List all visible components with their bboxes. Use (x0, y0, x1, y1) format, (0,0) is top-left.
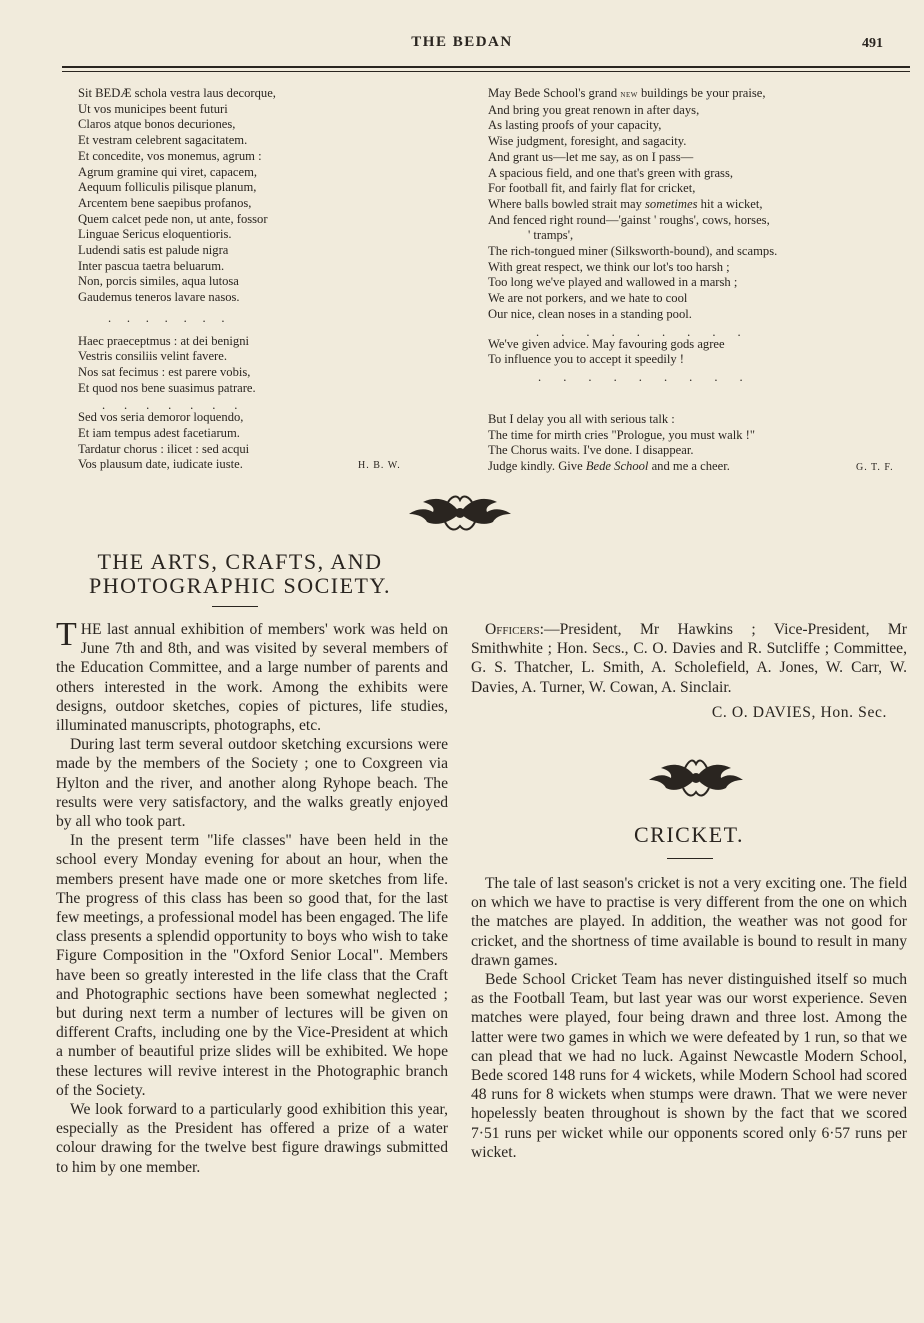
lead-word: HE (80, 621, 102, 638)
poem-line: Non, porcis similes, aqua lutosa (78, 274, 239, 289)
poem-line: Et iam tempus adest facetiarum. (78, 426, 240, 441)
english-poem (488, 86, 908, 475)
poem-line: Gaudemus teneros lavare nasos. (78, 290, 240, 305)
poem-line: And bring you great renown in after days, (488, 102, 700, 117)
poem-signature: H. B. W. (358, 460, 401, 472)
fleuron-ornament-icon (405, 492, 515, 534)
cricket-text (471, 874, 907, 1162)
poem-line: Et quod nos bene suasimus patrare. (78, 380, 256, 395)
arts-society-text (56, 616, 448, 1177)
poem-line: Sed vos seria demoror loquendo, (78, 410, 244, 425)
poem-line (488, 197, 908, 213)
poem-line: Sit BEDÆ schola vestra laus decorque, (78, 86, 276, 100)
english-stanza-3 (488, 412, 908, 475)
drop-cap: T (56, 616, 77, 653)
title-rule (212, 606, 258, 607)
poem-text: and me a cheer. (648, 459, 730, 474)
poem-text-smallcaps: new (620, 89, 638, 100)
poem-text: hit a wicket, (697, 196, 763, 211)
poem-line: Agrum gramine qui viret, capacem, (78, 164, 258, 179)
poem-line: Wise judgment, foresight, and sagacity. (488, 134, 687, 149)
section-title-line: PHOTOGRAPHIC SOCIETY. (88, 573, 392, 598)
poem-line: To influence you to accept it speedily ! (488, 352, 685, 367)
poem-line: Ut vos municipes beent futuri (78, 101, 228, 116)
secretary-signoff: C. O. DAVIES, Hon. Sec. (711, 703, 887, 721)
poem-line: Vestris consiliis velint favere. (78, 349, 227, 364)
section-title-line: THE ARTS, CRAFTS, AND (97, 549, 383, 574)
poem-line: Nos sat fecimus : est parere vobis, (78, 364, 251, 379)
latin-stanza-2 (78, 334, 438, 397)
poem-line: We are not porkers, and we hate to cool (488, 291, 688, 306)
poem-line: Arcentem bene saepibus profanos, (78, 195, 252, 210)
poem-line: As lasting proofs of your capacity, (488, 118, 662, 133)
latin-stanza-3 (78, 410, 438, 473)
paragraph (56, 616, 448, 735)
paragraph: During last term several outdoor sketching excursions were made by the members of the Society ; one to Coxgreen via Hylton and the river, and another along Ryhope beach. The results were very satisfactory, and the walks greatly enjoyed by all who took part. (56, 736, 448, 831)
poem-line-signed (488, 459, 908, 475)
poem-line (488, 86, 908, 103)
paragraph: The tale of last season's cricket is not a very exciting one. The field on which we have to practise is very different from the one on which the matches are played. In addition, the weather was not good for cricket, and the shortness of time available is bound to result in many drawn games. (471, 875, 907, 969)
poem-line: The time for mirth cries "Prologue, you must walk !" (488, 427, 756, 442)
header-rule-thin (62, 71, 910, 72)
poem-line: Haec praeceptmus : at dei benigni (78, 333, 249, 348)
latin-stanza-1 (78, 86, 438, 306)
poem-line: With great respect, we think our lot's too harsh ; (488, 259, 730, 274)
paragraph (471, 620, 907, 697)
poem-line: We've given advice. May favouring gods agree (488, 336, 725, 351)
poem-line: Ludendi satis est palude nigra (78, 243, 229, 258)
poem-text-italic: Bede School (585, 459, 649, 474)
header-rule (62, 66, 910, 68)
paragraph: We look forward to a particularly good exhibition this year, especially as the President has offered a prize of a water colour drawing for the twelve best figure drawings submitted to him by one member. (56, 1101, 448, 1176)
poem-line: Aequum folliculis pilisque planum, (78, 180, 257, 195)
paragraph: Bede School Cricket Team has never distinguished itself so much as the Football Team, but last year was our worst experience. Seven matches were played, four being drawn and three lost. Among the latter were two games in which we were defeated by 1 run, so that we can plead that we had no luck. Against Newcastle Modern School, Bede scored 148 runs for 4 wickets, while Modern School had scored 48 runs for 8 wickets when stumps were drawn. That we were never hopelessly beaten throughout is shown by the fact that we scored 7·51 runs per wicket while our opponents scored only 6·57 runs per wicket. (471, 971, 907, 1161)
poem-line: Inter pascua taetra beluarum. (78, 258, 225, 273)
poem-line: Tardatur chorus : ilicet : sed acqui (78, 441, 250, 456)
poem-line: And fenced right round—'gainst ' roughs', cows, horses, (488, 212, 770, 227)
page-number: 491 (862, 36, 883, 51)
english-stanza-1 (488, 86, 908, 323)
poem-line: The Chorus waits. I've done. I disappear. (488, 443, 694, 458)
poem-line: ' tramps', (528, 228, 574, 243)
running-header-title: THE BEDAN (411, 34, 513, 50)
arts-society-officers (471, 620, 907, 722)
poem-line-signed (78, 457, 438, 473)
poem-line: The rich-tongued miner (Silksworth-bound), and scamps. (488, 244, 778, 259)
ellipsis-divider: . . . . . . . . . (536, 324, 741, 339)
fleuron-ornament-icon (647, 756, 745, 800)
ellipsis-divider: . . . . . . . . . (538, 369, 743, 384)
paragraph-text: last annual exhibition of members' work was held on June 7th and 8th, and was visited by several members of the Education Committee, and a large number of parents and others interested in the work. Among the exhibits were designs, outdoor sketches, copies of pictures, life studies, illuminated manuscripts, photographs, etc. (56, 621, 448, 735)
english-stanza-2 (488, 337, 908, 368)
section-title-arts-society (40, 550, 440, 598)
title-rule (667, 858, 713, 859)
poem-line: Et vestram celebrent sagacitatem. (78, 133, 248, 148)
poem-line: Vos plausum date, iudicate iuste. (78, 457, 243, 472)
paragraph-text: :—President, Mr Hawkins ; Vice-President, Mr Smithwhite ; Hon. Secs., C. O. Davies and R. Sutcliffe ; Committee, G. S. Thatcher, L. Smith, A. Scholefield, A. Jones, W. Carr, W. Davies, A. Turner, W. Cowan, A. Sinclair. (471, 621, 907, 696)
poem-text: Where balls bowled strait may (488, 196, 646, 211)
poem-text: May Bede School's grand (488, 86, 621, 100)
section-title-cricket: CRICKET. (634, 822, 744, 847)
poem-line: A spacious field, and one that's green with grass, (488, 165, 733, 180)
poem-text: Judge kindly. Give (488, 459, 586, 474)
officers-label: Officers (485, 621, 540, 638)
poem-text: buildings be your praise, (637, 86, 766, 100)
poem-line: And grant us—let me say, as on I pass— (488, 149, 694, 164)
poem-line: Quem calcet pede non, ut ante, fossor (78, 211, 268, 226)
poem-signature: G. T. F. (856, 462, 894, 474)
poem-text-italic: sometimes (645, 196, 698, 211)
poem-line: Too long we've played and wallowed in a marsh ; (488, 275, 738, 290)
poem-line: Claros atque bonos decuriones, (78, 117, 236, 132)
poem-line: Linguae Sericus eloquentioris. (78, 227, 232, 242)
ellipsis-divider: . . . . . . . (102, 398, 238, 413)
latin-poem (78, 86, 438, 473)
ellipsis-divider: . . . . . . . (108, 310, 225, 325)
poem-line: But I delay you all with serious talk : (488, 411, 675, 426)
poem-line: For football fit, and fairly flat for cricket, (488, 181, 696, 196)
poem-line: Et concedite, vos monemus, agrum : (78, 148, 262, 163)
poem-line: Our nice, clean noses in a standing pool. (488, 306, 692, 321)
paragraph: In the present term "life classes" have been held in the school every Monday evening for about an hour, when the members present have made one or more sketches from life. The progress of this class has been so good that, for the last few meetings, a professional model has been engaged. The life class presents a splendid opportunity to boys who wish to take Figure Composition in the "Oxford Senior Local". Members have been so greatly interested in the life class that the Craft and Photographic sections have been somewhat neglected ; but during next term a number of lectures will be given on different Crafts, including one by the Vice-President at which a number of beautiful prize slides will be exhibited. We hope these lectures will revive interest in the Photographic branch of the Society. (56, 832, 448, 1099)
